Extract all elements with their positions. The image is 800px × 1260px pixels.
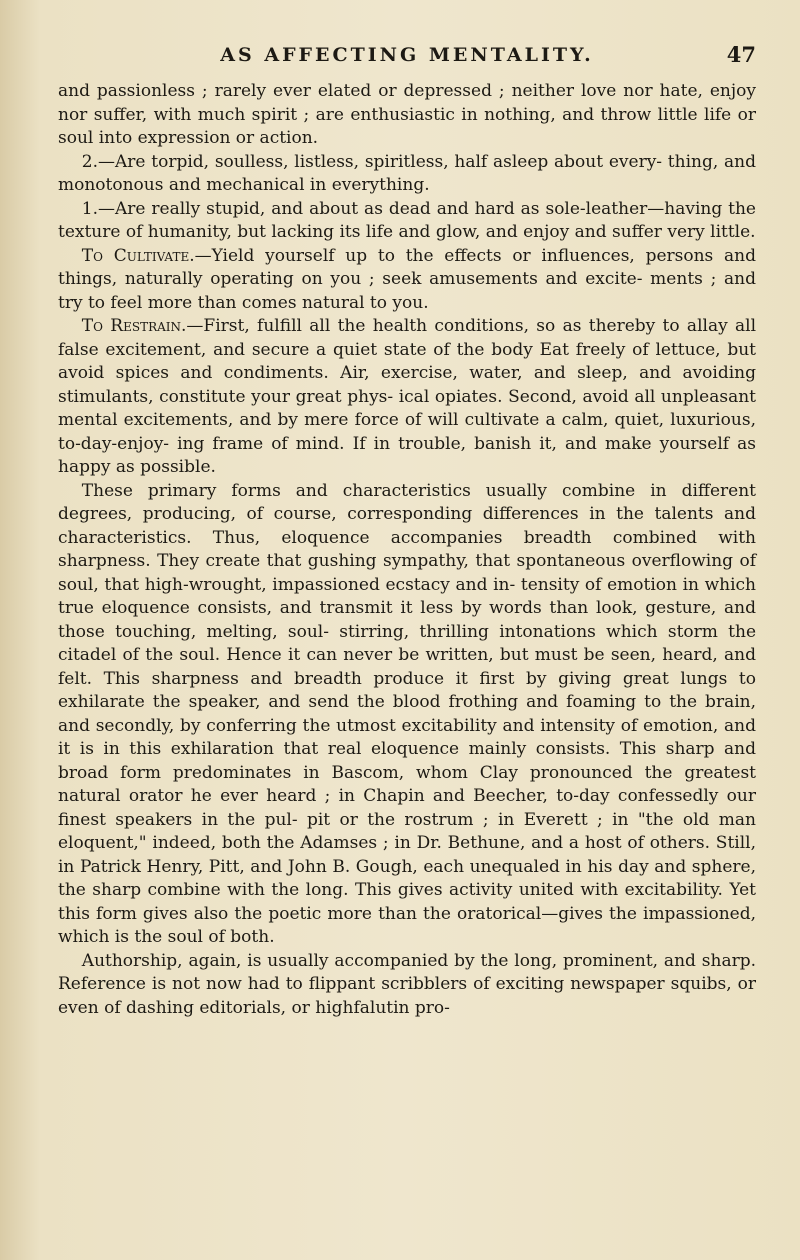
paragraph-7: Authorship, again, is usually accompanied by the long, prominent, and sharp. Reference is not now had to flippant scribblers of exciting newspaper squibs, or even of dashing editorials, or highfalutin pro- bbox=[58, 950, 756, 1018]
page-header bbox=[58, 44, 756, 80]
cultivate-lead: To Cultivate. bbox=[81, 245, 195, 266]
paragraph-1: and passionless ; rarely ever elated or depressed ; neither love nor hate, enjoy nor suffer, with much spirit ; are enthusiastic in nothing, and throw little life or soul into expression or action. bbox=[58, 81, 756, 148]
paragraph-4 bbox=[58, 245, 756, 316]
paragraph-5 bbox=[58, 315, 756, 480]
cultivate-text: —Yield yourself up to the effects or influences, persons and things, naturally operating on you ; seek amusements and excite- ments ; and try to feel more than comes natural to you. bbox=[58, 245, 756, 313]
restrain-text: —First, fulfill all the health conditions, so as thereby to allay all false excitement, and secure a quiet state of the body Eat freely of lettuce, but avoid spices and condiments. Air, exercise, water, and sleep, and avoiding stimulants, constitute your great phys- ical opiates. Second, avoid all unpleasant mental excitements, and by mere force of will cultivate a calm, quiet, luxurious, to-day-enjoy- ing frame of mind. If in trouble, banish it, and make yourself as happy as possible. bbox=[58, 316, 756, 477]
paragraph-2: 2.—Are torpid, soulless, listless, spiritless, half asleep about every- thing, and monotonous and mechanical in everything. bbox=[58, 151, 756, 195]
page-number: 47 bbox=[726, 42, 756, 67]
running-title: AS AFFECTING MENTALITY. bbox=[220, 44, 594, 66]
body-text bbox=[58, 80, 756, 1020]
paragraph-3: 1.—Are really stupid, and about as dead and hard as sole-leather—having the texture of humanity, but lacking its life and glow, and enjoy and suffer very little. bbox=[58, 198, 756, 242]
paragraph-6: These primary forms and characteristics usually combine in different degrees, producing, of course, corresponding differences in the talents and characteristics. Thus, eloquence accompanies breadth combined with sharpness. They create that gushing sympathy, that spontaneous overflowing of soul, that high-wrought, impassioned ecstacy and in- tensity of emotion in which true eloquence consists, and transmit it less by words than look, gesture, and those touching, melting, soul- stirring, thrilling intonations which storm the citadel of the soul. Hence it can never be written, but must be seen, heard, and felt. This sharpness and breadth produce it first by giving great lungs to exhilarate the speaker, and send the blood frothing and foaming to the brain, and secondly, by conferring the utmost excitability and intensity of emotion, and it is in this exhilaration that real eloquence mainly consists. This sharp and broad form predominates in Bascom, whom Clay pronounced the greatest natural orator he ever heard ; in Chapin and Beecher, to-day confessedly our finest speakers in the pul- pit or the rostrum ; in Everett ; in "the old man eloquent," indeed, both the Adamses ; in Dr. Bethune, and a host of others. Still, in Patrick Henry, Pitt, and John B. Gough, each unequaled in his day and sphere, the sharp combine with the long. This gives activity united with excitability. Yet this form gives also the poetic more than the oratorical—gives the impassioned, which is the soul of both. bbox=[58, 480, 756, 947]
restrain-lead: To Restrain. bbox=[81, 316, 187, 336]
